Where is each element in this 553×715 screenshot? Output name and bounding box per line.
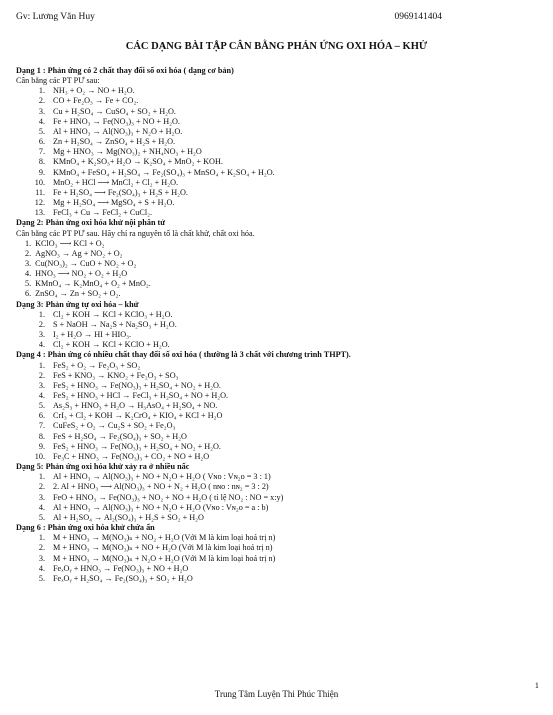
equation-item xyxy=(16,391,541,401)
equation-item xyxy=(16,513,541,523)
equation-item xyxy=(16,411,541,421)
page-header xyxy=(16,12,537,22)
equation-item xyxy=(16,472,541,482)
equation-text: As₂S₃ + HNO₃ + H₂O → H₃AsO₄ + H₂SO₄ + NO. xyxy=(53,401,218,411)
item-number: 9. xyxy=(38,441,45,451)
equation-text: AgNO₃ → Ag + NO₂ + O₂ xyxy=(35,248,123,258)
equation-item xyxy=(16,239,541,249)
section xyxy=(16,218,541,299)
equation-text: KClO₃ ⟶ KCl + O₂ xyxy=(35,238,105,248)
equation-text: FeO + HNO₃ → Fe(NO₃)₃ + NO₂ + NO + H₂O ( tỉ lệ NO₂ : NO = x:y) xyxy=(53,492,284,502)
item-number: 1. xyxy=(38,86,45,96)
equation-item xyxy=(16,157,541,167)
item-number: 2. xyxy=(38,96,45,106)
equation-text: MnO₂ + HCl ⟶ MnCl₂ + Cl₂ + H₂O. xyxy=(53,177,179,187)
item-number: 3. xyxy=(38,330,45,340)
teacher-name: Gv: Lương Văn Huy xyxy=(16,12,95,22)
section-heading: Dạng 3: Phản ứng tự oxi hóa – khử xyxy=(16,299,139,309)
item-number: 4. xyxy=(38,563,45,573)
equation-item xyxy=(16,96,541,106)
equation-text: FeS₂ + HNO₃ → Fe(NO₃)₃ + H₂SO₄ + NO₂ + H₂O. xyxy=(53,380,221,390)
item-number: 2. xyxy=(38,482,45,492)
section-instruction: Cân bằng các PT PƯ sau. Hãy chỉ ra nguyên tố là chất khử, chất oxi hóa. xyxy=(16,228,255,238)
item-number: 4. xyxy=(38,391,45,400)
item-number: 3. xyxy=(38,380,45,390)
exercise-list xyxy=(16,66,541,584)
section xyxy=(16,462,541,523)
equation-text: FeS + KNO₃ → KNO₂ + Fe₂O₃ + SO₃ xyxy=(53,370,179,380)
equation-item xyxy=(16,482,541,492)
item-number: 8. xyxy=(38,431,45,441)
equation-text: Cu + H₂SO₄ → CuSO₄ + SO₂ + H₂O. xyxy=(53,106,176,116)
equation-item xyxy=(16,198,541,208)
equation-text: KMnO₄ + FeSO₄ + H₂SO₄ → Fe₂(SO₄)₃ + MnSO₄ + K₂SO₄ + H₂O. xyxy=(53,167,275,177)
equation-item xyxy=(16,86,541,96)
equation-item xyxy=(16,503,541,513)
item-number: 7. xyxy=(38,147,45,157)
item-number: 4. xyxy=(38,340,45,350)
equation-text: M + HNO₃ → M(NO₃)ₙ + N₂O + H₂O (Với M là kim loại hoá trị n) xyxy=(53,553,276,563)
item-number: 5. xyxy=(38,401,45,411)
item-number: 2. xyxy=(38,370,45,380)
section xyxy=(16,350,541,462)
item-number: 6. xyxy=(38,137,45,147)
equation-text: CO + Fe₂O₃ → Fe + CO₂. xyxy=(53,96,139,106)
item-number: 6. xyxy=(25,289,32,299)
equation-text: S + NaOH → Na₂S + Na₂SO₃ + H₂O. xyxy=(53,319,177,329)
equation-text: Mg + HNO₃ → Mg(NO₃)₂ + NH₄NO₃ + H₂O xyxy=(53,147,202,157)
equation-item xyxy=(16,137,541,147)
equation-text: ZnSO₄ → Zn + SO₂ + O₂. xyxy=(35,289,121,299)
equation-item xyxy=(16,401,541,411)
item-number: 1. xyxy=(38,472,45,482)
equation-item xyxy=(16,361,541,371)
equation-text: FeₓOᵧ + H₂SO₄ → Fe₂(SO₄)₃ + SO₂ + H₂O xyxy=(53,573,193,583)
equation-text: HNO₃ ⟶ NO₂ + O₂ + H₂O xyxy=(35,269,128,279)
item-number: 13. xyxy=(34,208,45,218)
item-number: 2. xyxy=(38,319,45,329)
equation-item xyxy=(16,188,541,198)
equation-item xyxy=(16,442,541,452)
equation-item xyxy=(16,432,541,442)
equation-text: FeₓOᵧ + HNO₃ → Fe(NO₃)₃ + NO + H₂O xyxy=(53,563,189,573)
phone-number: 0969141404 xyxy=(394,12,442,22)
item-number: 4. xyxy=(25,269,32,279)
equation-text: Fe₃C + HNO₃ → Fe(NO₃)₃ + CO₂ + NO + H₂O xyxy=(53,451,210,461)
equation-text: Al + HNO₃ → Al(NO₃)₃ + N₂O + H₂O. xyxy=(53,126,183,136)
item-number: 5. xyxy=(25,279,32,289)
item-number: 1. xyxy=(38,533,45,543)
equation-item xyxy=(16,249,541,259)
equation-text: CrI₃ + Cl₂ + KOH → K₂CrO₄ + KIO₄ + KCl + H₂O xyxy=(53,411,223,421)
item-number: 2. xyxy=(25,248,32,258)
page-footer: Trung Tâm Luyện Thi Phúc Thiện xyxy=(214,689,339,699)
item-number: 5. xyxy=(38,126,45,136)
item-number: 1. xyxy=(25,238,32,248)
equation-text: I₂ + H₂O → HI + HIO₃. xyxy=(53,330,132,340)
item-number: 5. xyxy=(38,512,45,522)
equation-item xyxy=(16,564,541,574)
equation-text: Al + H₂SO₄ → Al₂(SO₄)₃ + H₂S + SO₂ + H₂O xyxy=(53,512,204,522)
equation-item xyxy=(16,452,541,462)
equation-text: Cu(NO₃)₂ → CuO + NO₂ + O₂ xyxy=(35,258,137,268)
equation-item xyxy=(16,259,541,269)
section-instruction: Cân bằng các PT PƯ sau: xyxy=(16,76,100,86)
item-number: 11. xyxy=(35,187,45,197)
section-heading: Dạng 4 : Phản ứng có nhiều chất thay đổi số oxi hóa ( thường là 3 chất với chương trình THPT). xyxy=(16,350,351,360)
item-number: 12. xyxy=(34,198,45,208)
equation-item xyxy=(16,147,541,157)
equation-item xyxy=(16,533,541,543)
item-number: 3. xyxy=(25,258,32,268)
section xyxy=(16,300,541,351)
equation-item xyxy=(16,381,541,391)
equation-text: FeS₂ + HNO₃ + HCl → FeCl₃ + H₂SO₄ + NO + H₂O. xyxy=(53,391,229,400)
equation-text: Al + HNO₃ → Al(NO₃)₃ + NO + N₂O + H₂O ( Vɴᴏ : Vɴ₂ᴏ = 3 : 1) xyxy=(53,472,271,482)
equation-item xyxy=(16,421,541,431)
section-heading: Dạng 5: Phản ứng oxi hóa khử xảy ra ở nhiều nấc xyxy=(16,462,190,472)
equation-item xyxy=(16,320,541,330)
equation-item xyxy=(16,127,541,137)
equation-text: KMnO₄ → K₂MnO₄ + O₂ + MnO₂. xyxy=(35,279,151,289)
equation-text: Fe + H₂SO₄ ⟶ Fe₂(SO₄)₃ + H₂S + H₂O. xyxy=(53,187,188,197)
equation-text: NH₃ + O₂ → NO + H₂O. xyxy=(53,86,135,96)
equation-text: Mg + H₂SO₄ ⟶ MgSO₄ + S + H₂O. xyxy=(53,198,175,208)
item-number: 10. xyxy=(34,451,45,461)
equation-item xyxy=(16,107,541,117)
section-heading: Dạng 2: Phản ứng oxi hóa khử nội phân tử xyxy=(16,218,166,228)
equation-item xyxy=(16,168,541,178)
equation-item xyxy=(16,330,541,340)
equation-text: FeS + H₂SO₄ → Fe₂(SO₄)₃ + SO₂ + H₂O xyxy=(53,431,187,441)
equation-item xyxy=(16,340,541,350)
item-number: 4. xyxy=(38,502,45,512)
equation-text: Zn + H₂SO₄ → ZnSO₄ + H₂S + H₂O. xyxy=(53,137,176,147)
item-number: 3. xyxy=(38,553,45,563)
equation-text: Al + HNO₃ → Al(NO₃)₃ + NO + N₂O + H₂O (Vɴᴏ : Vɴ₂ᴏ = a : b) xyxy=(53,502,269,512)
item-number: 9. xyxy=(38,167,45,177)
item-number: 2. xyxy=(38,543,45,553)
item-number: 8. xyxy=(38,157,45,167)
item-number: 7. xyxy=(38,421,45,431)
equation-text: Cl₂ + KOH → KCl + KClO + H₂O. xyxy=(53,340,170,350)
equation-text: FeCl₃ + Cu → FeCl₂ + CuCl₂. xyxy=(53,208,153,218)
equation-item xyxy=(16,117,541,127)
equation-item xyxy=(16,371,541,381)
equation-item xyxy=(16,554,541,564)
item-number: 1. xyxy=(38,309,45,319)
section xyxy=(16,66,541,218)
item-number: 3. xyxy=(38,492,45,502)
equation-item xyxy=(16,289,541,299)
page-number: 1 xyxy=(534,680,539,690)
equation-item xyxy=(16,279,541,289)
equation-item xyxy=(16,178,541,188)
equation-item xyxy=(16,574,541,584)
item-number: 4. xyxy=(38,116,45,126)
equation-text: Cl₂ + KOH → KCl + KClO₃ + H₂O. xyxy=(53,309,173,319)
equation-text: 2. Al + HNO₃ ⟶ Al(NO₃)₃ + NO + N₂ + H₂O ( nɴᴏ : nɴ₂ = 3 : 2) xyxy=(53,482,269,492)
document-title: CÁC DẠNG BÀI TẬP CÂN BẰNG PHẢN ỨNG OXI HÓA – KHỬ xyxy=(125,41,428,52)
equation-item xyxy=(16,493,541,503)
item-number: 5. xyxy=(38,573,45,583)
equation-item xyxy=(16,543,541,553)
item-number: 1. xyxy=(38,360,45,370)
equation-item xyxy=(16,208,541,218)
equation-text: M + HNO₃ → M(NO₃)ₙ + NO₂ + H₂O (Với M là kim loại hoá trị n) xyxy=(53,533,276,543)
equation-item xyxy=(16,269,541,279)
item-number: 10. xyxy=(34,177,45,187)
equation-text: CuFeS₂ + O₂ → Cu₂S + SO₂ + Fe₂O₃ xyxy=(53,421,176,431)
item-number: 6. xyxy=(38,411,45,421)
equation-item xyxy=(16,310,541,320)
section-heading: Dạng 6 : Phản ứng oxi hóa khử chứa ẩn xyxy=(16,523,155,533)
equation-text: Fe + HNO₃ → Fe(NO₃)₃ + NO + H₂O. xyxy=(53,116,180,126)
equation-text: FeS₂ + HNO₃ → Fe(NO₃)₃ + H₂SO₄ + NO₂ + H₂O. xyxy=(53,441,221,451)
equation-text: M + HNO₃ → M(NO₃)ₙ + NO + H₂O (Với M là kim loại hoá trị n) xyxy=(53,543,273,553)
equation-text: FeS₂ + O₂ → Fe₂O₃ + SO₂ xyxy=(53,360,141,370)
equation-text: KMnO₄ + K₂SO₃+ H₂O → K₂SO₄ + MnO₂ + KOH. xyxy=(53,157,223,167)
item-number: 3. xyxy=(38,106,45,116)
section xyxy=(16,523,541,584)
section-heading: Dạng 1 : Phản ứng có 2 chất thay đổi số oxi hóa ( dạng cơ bản) xyxy=(16,66,234,75)
